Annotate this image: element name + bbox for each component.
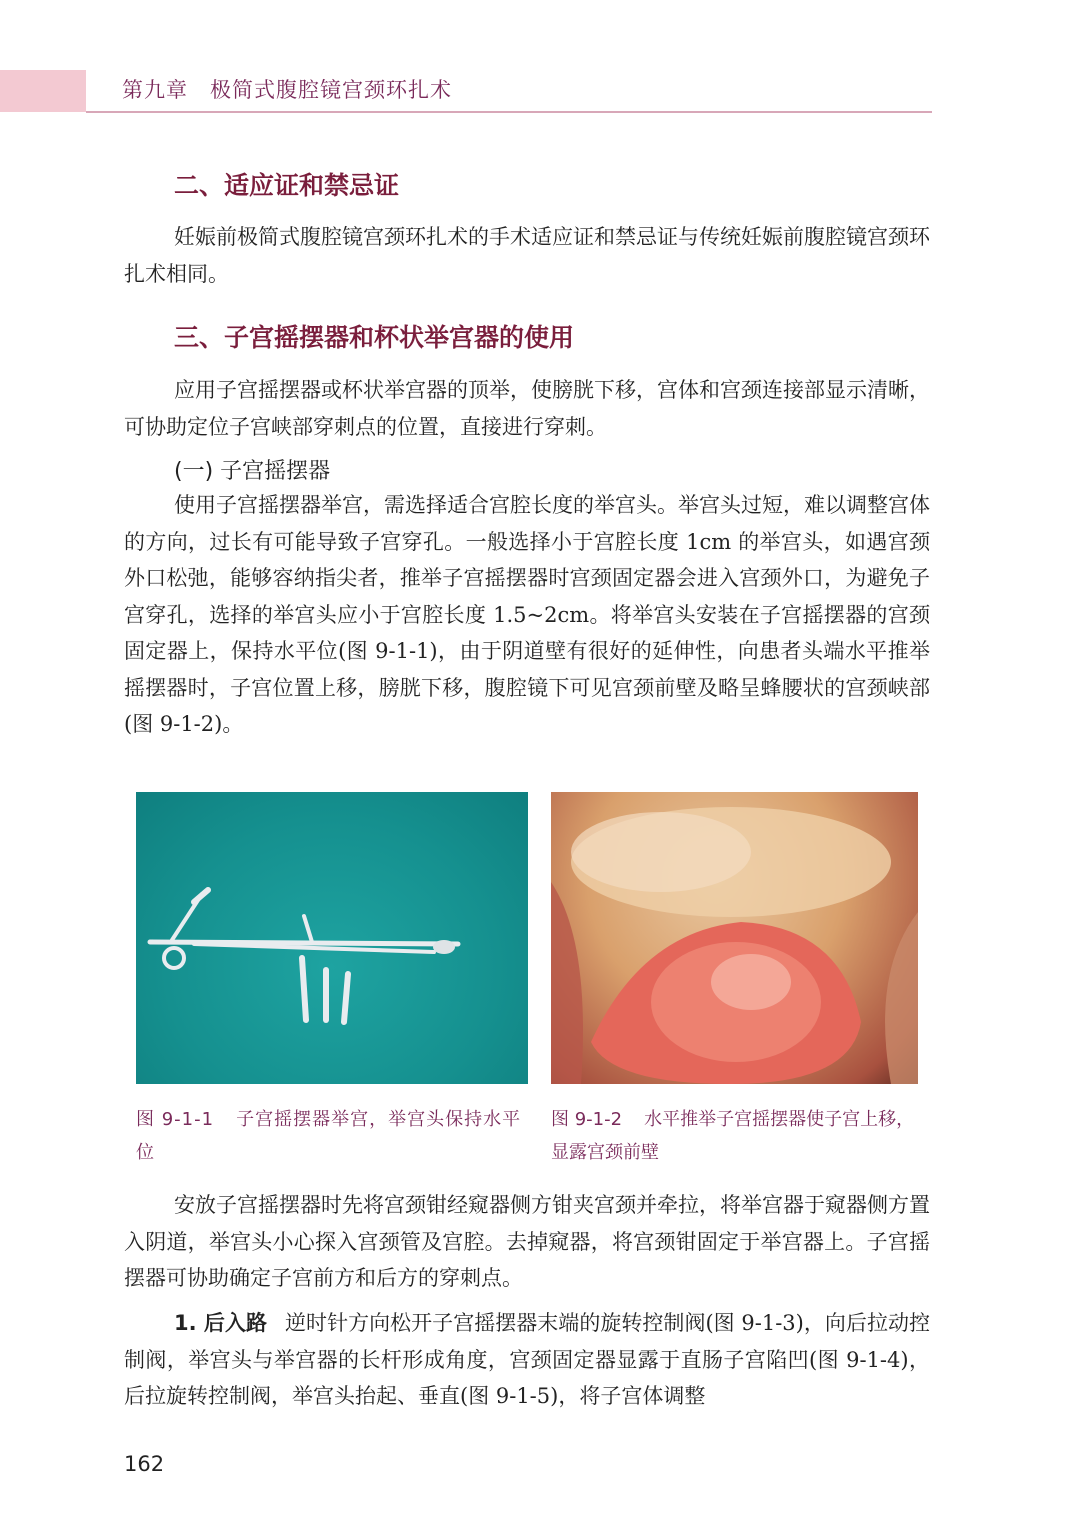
header-tab [0, 70, 86, 112]
figure-laparoscopic-view-photo [551, 792, 918, 1084]
list-item-label: 1. 后入路 [174, 1311, 267, 1335]
chapter-number: 第九章 [122, 78, 188, 102]
running-head [122, 74, 452, 104]
figure-caption-text: 水平推举子宫摇摆器使子宫上移，显露宫颈前壁 [551, 1109, 915, 1163]
figure-caption-text: 子宫摇摆器举宫，举宫头保持水平位 [136, 1109, 522, 1163]
section-title-manipulators: 三、子宫摇摆器和杯状举宫器的使用 [174, 323, 575, 352]
paragraph-indications: 妊娠前极简式腹腔镜宫颈环扎术的手术适应证和禁忌证与传统妊娠前腹腔镜宫颈环扎术相同。 [124, 225, 930, 286]
chapter-title: 极简式腹腔镜宫颈环扎术 [210, 78, 452, 102]
figure-number: 图 9-1-1 [136, 1109, 215, 1130]
section-title-indications: 二、适应证和禁忌证 [174, 171, 400, 200]
paragraph-manipulators: 应用子宫摇摆器或杯状举宫器的顶举，使膀胱下移，宫体和宫颈连接部显示清晰，可协助定位子宫峡部穿刺点的位置，直接进行穿刺。 [124, 378, 930, 439]
figure-number: 图 9-1-2 [551, 1109, 623, 1130]
figure-caption-9-1-2 [551, 1103, 923, 1169]
list-item-text: 逆时针方向松开子宫摇摆器末端的旋转控制阀(图 9-1-3)，向后拉动控制阀，举宫头与举宫器的长杆形成角度，宫颈固定器显露于直肠子宫陷凹(图 9-1-4)，后拉旋转控制阀，举宫头抬起、垂直(图 9-1-5)，将子宫体调整 [124, 1311, 930, 1408]
manipulator-illustration [136, 792, 528, 1084]
figure-caption-9-1-1 [136, 1103, 531, 1169]
subsection-title-uterine-manipulator: (一) 子宫摇摆器 [174, 459, 331, 484]
laparoscopic-illustration [551, 792, 918, 1084]
header-rule [86, 111, 932, 113]
paragraph-installation: 安放子宫摇摆器时先将宫颈钳经窥器侧方钳夹宫颈并牵拉，将举宫器于窥器侧方置入阴道，举宫头小心探入宫颈管及宫腔。去掉窥器，将宫颈钳固定于举宫器上。子宫摇摆器可协助确定子宫前方和后方的穿刺点。 [124, 1193, 930, 1290]
page-number: 162 [124, 1452, 165, 1476]
paragraph-posterior-approach [124, 1305, 930, 1415]
figure-uterine-manipulator-photo [136, 792, 528, 1084]
paragraph-uterine-manipulator: 使用子宫摇摆器举宫，需选择适合宫腔长度的举宫头。举宫头过短，难以调整宫体的方向，过长有可能导致子宫穿孔。一般选择小于宫腔长度 1cm 的举宫头，如遇宫颈外口松弛，能够容纳指尖者，推举子宫摇摆器时宫颈固定器会进入宫颈外口，为避免子宫穿孔，选择的举宫头应小于宫腔长度 1.5~2cm。将举宫头安装在子宫摇摆器的宫颈固定器上，保持水平位(图 9-1-1)，由于阴道壁有很好的延伸性，向患者头端水平推举摇摆器时，子宫位置上移，膀胱下移，腹腔镜下可见宫颈前壁及略呈蜂腰状的宫颈峡部(图 9-1-2)。 [124, 493, 930, 736]
